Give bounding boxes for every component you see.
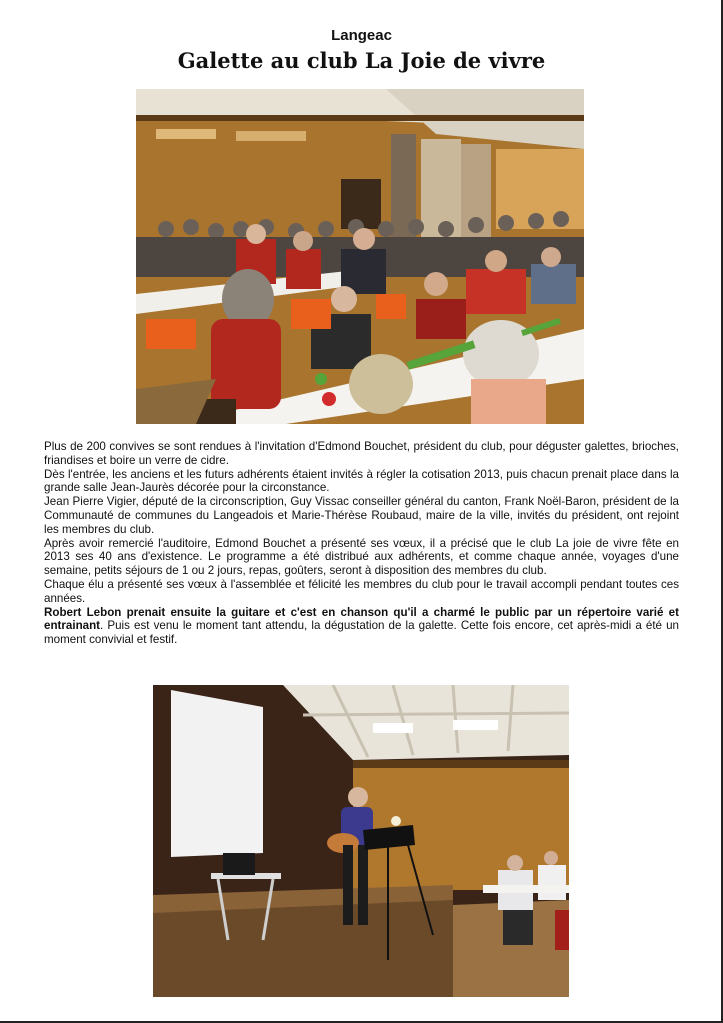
banquet-hall-photo — [136, 89, 584, 424]
article-headline: Galette au club La Joie de vivre — [177, 48, 546, 73]
paragraph: Jean Pierre Vigier, député de la circonscription, Guy Vissac conseiller général du canton, Frank Noël-Baron, président de la Communauté de communes du Langeadois et Marie-Thérèse Roubaud, maire de la ville, invités du président, ont rejoint les membres du club. — [44, 495, 679, 536]
paragraph: Chaque élu a présenté ses vœux à l'assemblée et félicité les membres du club pour le travail accompli pendant toutes ces années. — [44, 577, 679, 605]
guitarist-stage-photo — [153, 685, 569, 997]
town-kicker: Langeac — [331, 27, 392, 44]
closing-text: . Puis est venu le moment tant attendu, la dégustation de la galette. Cette fois encore, cet après-midi a été un moment convivial et festif. — [44, 619, 679, 647]
paragraph: Plus de 200 convives se sont rendues à l'invitation d'Edmond Bouchet, président du club, pour déguster galettes, brioches, friandises et boire un verre de cidre. — [44, 440, 679, 467]
closing-paragraph — [44, 606, 679, 647]
paragraph: Après avoir remercié l'auditoire, Edmond Bouchet a présenté ses vœux, il a précisé que le club La joie de vivre fête en 2013 ses 40 ans d'existence. Le programme a été distribué aux adhérents, et comme chaque année, voyages d'une semaine, petits séjours de 1 ou 2 jours, repas, goûters, seront à disposition des membres du club. — [44, 536, 679, 578]
article-body — [44, 440, 679, 647]
paragraph: Dès l'entrée, les anciens et les futurs adhérents étaient invités à régler la cotisation 2013, puis chacun prenait place dans la grande salle Jean-Jaurès décorée pour la circonstance. — [44, 467, 679, 495]
closing-bold-text: Robert Lebon prenait ensuite la guitare et c'est en chanson qu'il a charmé le public par un répertoire varié et entrainant — [44, 605, 679, 633]
